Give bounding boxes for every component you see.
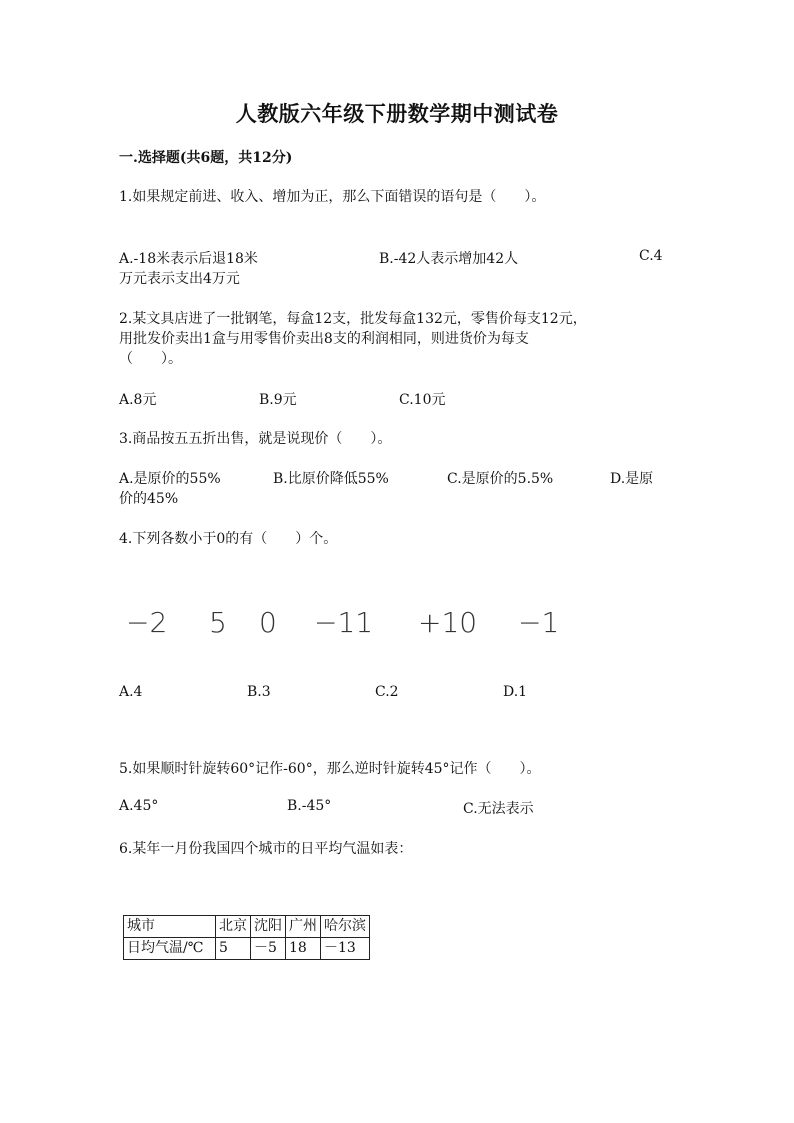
q3-option-b: B.比原价降低55% bbox=[273, 471, 389, 487]
q5-option-c: C.无法表示 bbox=[463, 801, 534, 817]
section-heading: 一.选择题(共6题，共12分) bbox=[119, 150, 293, 166]
table-row bbox=[124, 916, 370, 938]
table-cell: 城市 bbox=[124, 916, 216, 938]
page-title: 人教版六年级下册数学期中测试卷 bbox=[235, 101, 559, 126]
table-row bbox=[124, 938, 370, 960]
q2-option-c: C.10元 bbox=[399, 392, 446, 408]
q5-option-b: B.-45° bbox=[287, 798, 332, 814]
q4-option-d: D.1 bbox=[503, 684, 528, 700]
q5-option-a: A.45° bbox=[119, 798, 159, 814]
number-item: −11 bbox=[314, 606, 374, 639]
q1-option-b: B.-42人表示增加42人 bbox=[379, 251, 519, 267]
question-4-text: 4.下列各数小于0的有（ ）个。 bbox=[119, 531, 338, 547]
q3-option-c: C.是原价的5.5% bbox=[447, 471, 554, 487]
number-item: −2 bbox=[126, 606, 168, 639]
q2-option-a: A.8元 bbox=[119, 392, 157, 408]
q3-option-d: D.是原 bbox=[610, 471, 654, 487]
q1-option-a: A.-18米表示后退18米 bbox=[119, 251, 258, 267]
table-cell: －5 bbox=[251, 938, 286, 960]
question-1-text: 1.如果规定前进、收入、增加为正，那么下面错误的语句是（ ）。 bbox=[119, 189, 546, 205]
q4-option-a: A.4 bbox=[119, 684, 143, 700]
question-2-line-2: 用批发价卖出1盒与用零售价卖出8支的利润相同，则进货价为每支 bbox=[119, 331, 529, 347]
number-item: 5 bbox=[209, 606, 227, 639]
number-item: −1 bbox=[518, 606, 560, 639]
q4-option-c: C.2 bbox=[375, 684, 399, 700]
table-cell: 哈尔滨 bbox=[321, 916, 370, 938]
number-item: 0 bbox=[259, 606, 277, 639]
number-item: +10 bbox=[418, 606, 478, 639]
temperature-table bbox=[123, 915, 370, 960]
table-cell: 沈阳 bbox=[251, 916, 286, 938]
q4-option-b: B.3 bbox=[247, 684, 271, 700]
question-6-text: 6.某年一月份我国四个城市的日平均气温如表： bbox=[119, 841, 413, 857]
q3-option-a: A.是原价的55% bbox=[119, 471, 221, 487]
table-cell: 日均气温/℃ bbox=[124, 938, 216, 960]
q1-option-c-continued: 万元表示支出4万元 bbox=[119, 271, 240, 287]
question-2-line-3: （ ）。 bbox=[119, 351, 182, 367]
table-cell: －13 bbox=[321, 938, 370, 960]
table-cell: 5 bbox=[216, 938, 251, 960]
q3-option-d-continued: 价的45% bbox=[119, 491, 179, 507]
table-cell: 北京 bbox=[216, 916, 251, 938]
question-3-text: 3.商品按五五折出售，就是说现价（ ）。 bbox=[119, 431, 392, 447]
question-2-line-1: 2.某文具店进了一批钢笔，每盒12支，批发每盒132元，零售价每支12元， bbox=[119, 311, 587, 327]
table-cell: 广州 bbox=[286, 916, 321, 938]
question-5-text: 5.如果顺时针旋转60°记作-60°，那么逆时针旋转45°记作（ ）。 bbox=[119, 761, 541, 777]
q1-option-c: C.4 bbox=[639, 248, 663, 264]
table-cell: 18 bbox=[286, 938, 321, 960]
q2-option-b: B.9元 bbox=[259, 392, 297, 408]
